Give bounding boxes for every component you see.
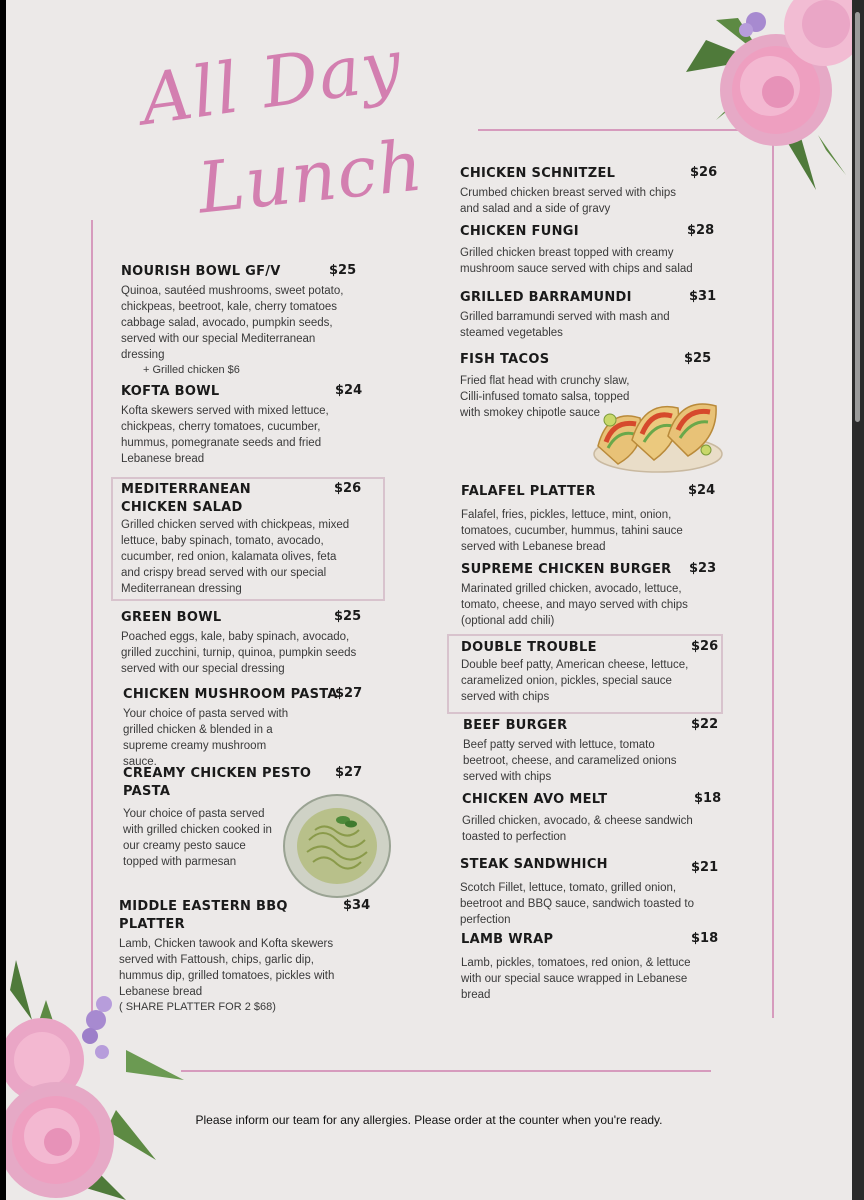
menu-item-grilled-barramundi bbox=[460, 289, 720, 341]
menu-item-chicken-mushroom-pasta bbox=[123, 686, 363, 770]
item-price: $34 bbox=[343, 898, 371, 913]
item-name: KOFTA BOWL bbox=[121, 384, 220, 399]
right-vertical-rule bbox=[772, 130, 774, 1018]
item-desc: Grilled chicken breast topped with creamy mushroom sauce served with chips and salad bbox=[460, 247, 693, 275]
item-name: CHICKEN FUNGI bbox=[460, 224, 579, 239]
item-extra: + Grilled chicken $6 bbox=[143, 364, 240, 376]
bottom-horizontal-rule bbox=[181, 1070, 711, 1072]
item-desc: Scotch Fillet, lettuce, tomato, grilled onion, beetroot and BBQ sauce, sandwich toasted to perfection bbox=[460, 882, 694, 926]
item-name: SUPREME CHICKEN BURGER bbox=[461, 562, 672, 577]
menu-item-lamb-wrap bbox=[461, 931, 723, 1003]
item-price: $22 bbox=[691, 717, 719, 732]
item-extra: ( SHARE PLATTER FOR 2 $68) bbox=[119, 1001, 276, 1013]
item-price: $27 bbox=[335, 686, 363, 701]
item-price: $25 bbox=[684, 351, 712, 366]
item-name: GREEN BOWL bbox=[121, 610, 222, 625]
item-name: GRILLED BARRAMUNDI bbox=[460, 290, 632, 305]
item-price: $18 bbox=[691, 931, 719, 946]
item-price: $28 bbox=[687, 223, 715, 238]
item-name: MEDITERRANEAN CHICKEN SALAD bbox=[121, 482, 251, 515]
item-desc: Beef patty served with lettuce, tomato beetroot, cheese, and caramelized onions served with chips bbox=[463, 739, 677, 783]
footer-note: Please inform our team for any allergies. Please order at the counter when you're ready. bbox=[195, 1113, 663, 1127]
item-desc: Poached eggs, kale, baby spinach, avocado, grilled zucchini, turnip, quinoa, pumpkin seeds served with our special dressing bbox=[121, 631, 357, 675]
menu-item-double-trouble bbox=[461, 639, 721, 705]
item-desc: Your choice of pasta served with grilled chicken cooked in our creamy pesto sauce topped with parmesan bbox=[123, 808, 272, 868]
pesto-pasta-photo bbox=[281, 790, 393, 900]
item-price: $25 bbox=[334, 609, 362, 624]
item-name: FISH TACOS bbox=[460, 352, 550, 367]
item-desc: Fried flat head with crunchy slaw, Cilli-infused tomato salsa, topped with smokey chipotle sauce bbox=[460, 375, 630, 419]
peony-flower-icon bbox=[6, 960, 186, 1200]
item-desc: Marinated grilled chicken, avocado, lettuce, tomato, cheese, and mayo served with chips (optional add chili) bbox=[461, 583, 688, 627]
item-desc: Crumbed chicken breast served with chips and salad and a side of gravy bbox=[460, 187, 677, 215]
menu-item-falafel-platter bbox=[461, 483, 721, 555]
item-desc: Lamb, Chicken tawook and Kofta skewers served with Fattoush, chips, garlic dip, hummus dip, grilled tomatoes, pickles with Lebanese bread bbox=[119, 938, 335, 998]
menu-item-chicken-fungi bbox=[460, 223, 720, 277]
menu-item-kofta-bowl bbox=[121, 383, 363, 467]
fish-tacos-photo bbox=[588, 390, 726, 476]
item-name: CREAMY CHICKEN PESTO PASTA bbox=[123, 766, 312, 799]
item-name: CHICKEN AVO MELT bbox=[462, 792, 608, 807]
item-name: DOUBLE TROUBLE bbox=[461, 640, 597, 655]
item-desc: Falafel, fries, pickles, lettuce, mint, onion, tomatoes, cucumber, hummus, tahini sauce served with Lebanese bread bbox=[461, 509, 683, 553]
item-desc: Double beef patty, American cheese, lettuce, caramelized onion, pickles, special sauce served with chips bbox=[461, 659, 689, 703]
item-price: $27 bbox=[335, 765, 363, 780]
item-name: FALAFEL PLATTER bbox=[461, 484, 596, 499]
item-price: $21 bbox=[691, 860, 719, 875]
item-price: $26 bbox=[334, 481, 362, 496]
item-desc: Grilled barramundi served with mash and steamed vegetables bbox=[460, 311, 670, 339]
item-price: $23 bbox=[689, 561, 717, 576]
item-price: $26 bbox=[691, 639, 719, 654]
item-name: CHICKEN SCHNITZEL bbox=[460, 166, 616, 181]
item-price: $18 bbox=[694, 791, 722, 806]
item-price: $24 bbox=[335, 383, 363, 398]
menu-title-line2: Lunch bbox=[194, 124, 428, 230]
menu-item-mediterranean-salad bbox=[121, 481, 362, 597]
item-name: MIDDLE EASTERN BBQ PLATTER bbox=[119, 899, 288, 932]
item-desc: Grilled chicken served with chickpeas, mixed lettuce, baby spinach, tomato, avocado, cucumber, red onion, kalamata olives, feta and crispy bread served with our special Mediterranean dressing bbox=[121, 519, 350, 595]
item-price: $24 bbox=[688, 483, 716, 498]
menu-item-beef-burger bbox=[463, 717, 723, 785]
item-name: STEAK SANDWHICH bbox=[460, 857, 608, 872]
item-desc: Kofta skewers served with mixed lettuce, chickpeas, cherry tomatoes, cucumber, hummus, pomegranate seeds and fried Lebanese bread bbox=[121, 405, 329, 465]
menu-item-supreme-chicken-burger bbox=[461, 561, 721, 629]
item-name: CHICKEN MUSHROOM PASTA bbox=[123, 687, 338, 702]
item-desc: Grilled chicken, avocado, & cheese sandwich toasted to perfection bbox=[462, 815, 693, 843]
item-desc: Your choice of pasta served with grilled chicken & blended in a supreme creamy mushroom sauce. bbox=[123, 708, 289, 768]
peony-flower-icon bbox=[646, 0, 852, 200]
item-price: $25 bbox=[329, 263, 357, 278]
menu-item-steak-sandwhich bbox=[460, 856, 722, 928]
left-vertical-rule bbox=[91, 220, 93, 1030]
item-name: NOURISH BOWL GF/V bbox=[121, 264, 281, 279]
menu-page bbox=[6, 0, 852, 1200]
item-desc: Lamb, pickles, tomatoes, red onion, & lettuce with our special sauce wrapped in Lebanese bread bbox=[461, 957, 691, 1001]
item-price: $26 bbox=[690, 165, 718, 180]
menu-title-line1: All Day bbox=[136, 23, 407, 142]
menu-item-chicken-avo-melt bbox=[462, 791, 722, 845]
scrollbar[interactable] bbox=[852, 0, 864, 1200]
menu-item-green-bowl bbox=[121, 609, 362, 677]
menu-item-nourish-bowl bbox=[121, 263, 361, 378]
item-name: BEEF BURGER bbox=[463, 718, 568, 733]
item-name: LAMB WRAP bbox=[461, 932, 554, 947]
item-desc: Quinoa, sautéed mushrooms, sweet potato, chickpeas, beetroot, kale, cherry tomatoes cabbage salad, avocado, pumpkin seeds, served with our special Mediterranean dressing bbox=[121, 285, 344, 361]
scrollbar-thumb[interactable] bbox=[855, 12, 860, 422]
item-price: $31 bbox=[689, 289, 717, 304]
